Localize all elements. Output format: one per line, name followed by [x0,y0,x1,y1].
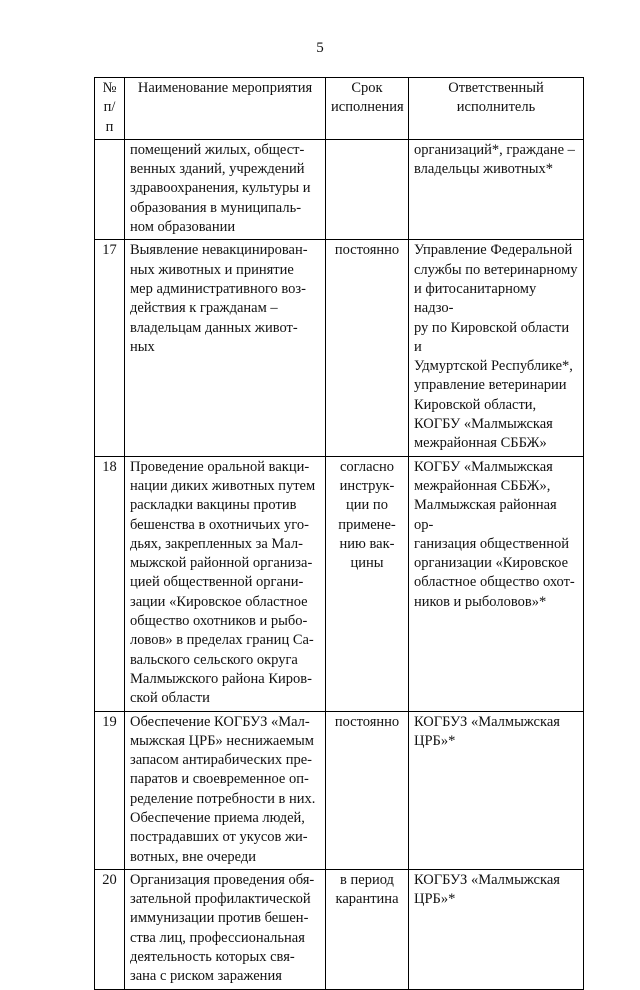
row-term: в период карантина [326,869,409,989]
header-num: № п/п [95,78,125,140]
row-num: 20 [95,869,125,989]
row-term: постоянно [326,711,409,869]
row-term: постоянно [326,240,409,456]
row-num: 19 [95,711,125,869]
header-term: Срок исполнения [326,78,409,140]
table-row [95,456,584,711]
row-term: согласно инструк- ции по примене- нию вак- цины [326,456,409,711]
row-name: Выявление невакцинирован- ных животных и принятие мер административного воз- действия к гражданам – владельцам данных живот- ных [125,240,326,456]
header-name: Наименование мероприятия [125,78,326,140]
table-row [95,139,584,239]
row-term [326,139,409,239]
table-row [95,711,584,869]
row-responsible: КОГБУЗ «Малмыжская ЦРБ»* [409,711,584,869]
row-responsible: КОГБУ «Малмыжская межрайонная СББЖ», Малмыжская районная ор- ганизация общественной организации «Кировское областное общество охот- ников и рыболовов»* [409,456,584,711]
row-num [95,139,125,239]
row-name: Проведение оральной вакци- нации диких животных путем раскладки вакцины против бешенства в охотничьих уго- дьях, закрепленных за Мал- мыжской районной организа- цией общественной органи- зации «Кировское областное общество охотников и рыбо- ловов» в пределах границ Са- вальского сельского округа Малмыжского района Киров- ской области [125,456,326,711]
row-responsible: организаций*, граждане – владельцы животных* [409,139,584,239]
row-name: Организация проведения обя- зательной профилактической иммунизации против бешен- ства лиц, профессиональная деятельность которых свя- зана с риском заражения [125,869,326,989]
table-row [95,240,584,456]
row-responsible: КОГБУЗ «Малмыжская ЦРБ»* [409,869,584,989]
measures-table [94,77,584,990]
row-name: Обеспечение КОГБУЗ «Мал- мыжская ЦРБ» неснижаемым запасом антирабических пре- паратов и своевременное оп- ределение потребности в них. Обеспечение приема людей, пострадавших от укусов жи- вотных, вне очереди [125,711,326,869]
row-num: 17 [95,240,125,456]
table-header-row [95,78,584,140]
page-number: 5 [316,40,324,56]
table-row [95,869,584,989]
header-responsible: Ответственный исполнитель [409,78,584,140]
row-name: помещений жилых, общест- венных зданий, учреждений здравоохранения, культуры и образования в муниципаль- ном образовании [125,139,326,239]
row-num: 18 [95,456,125,711]
row-responsible: Управление Федеральной службы по ветеринарному и фитосанитарному надзо- ру по Кировской области и Удмуртской Республике*, управление ветеринарии Кировской области, КОГБУ «Малмыжская межрайонная СББЖ» [409,240,584,456]
